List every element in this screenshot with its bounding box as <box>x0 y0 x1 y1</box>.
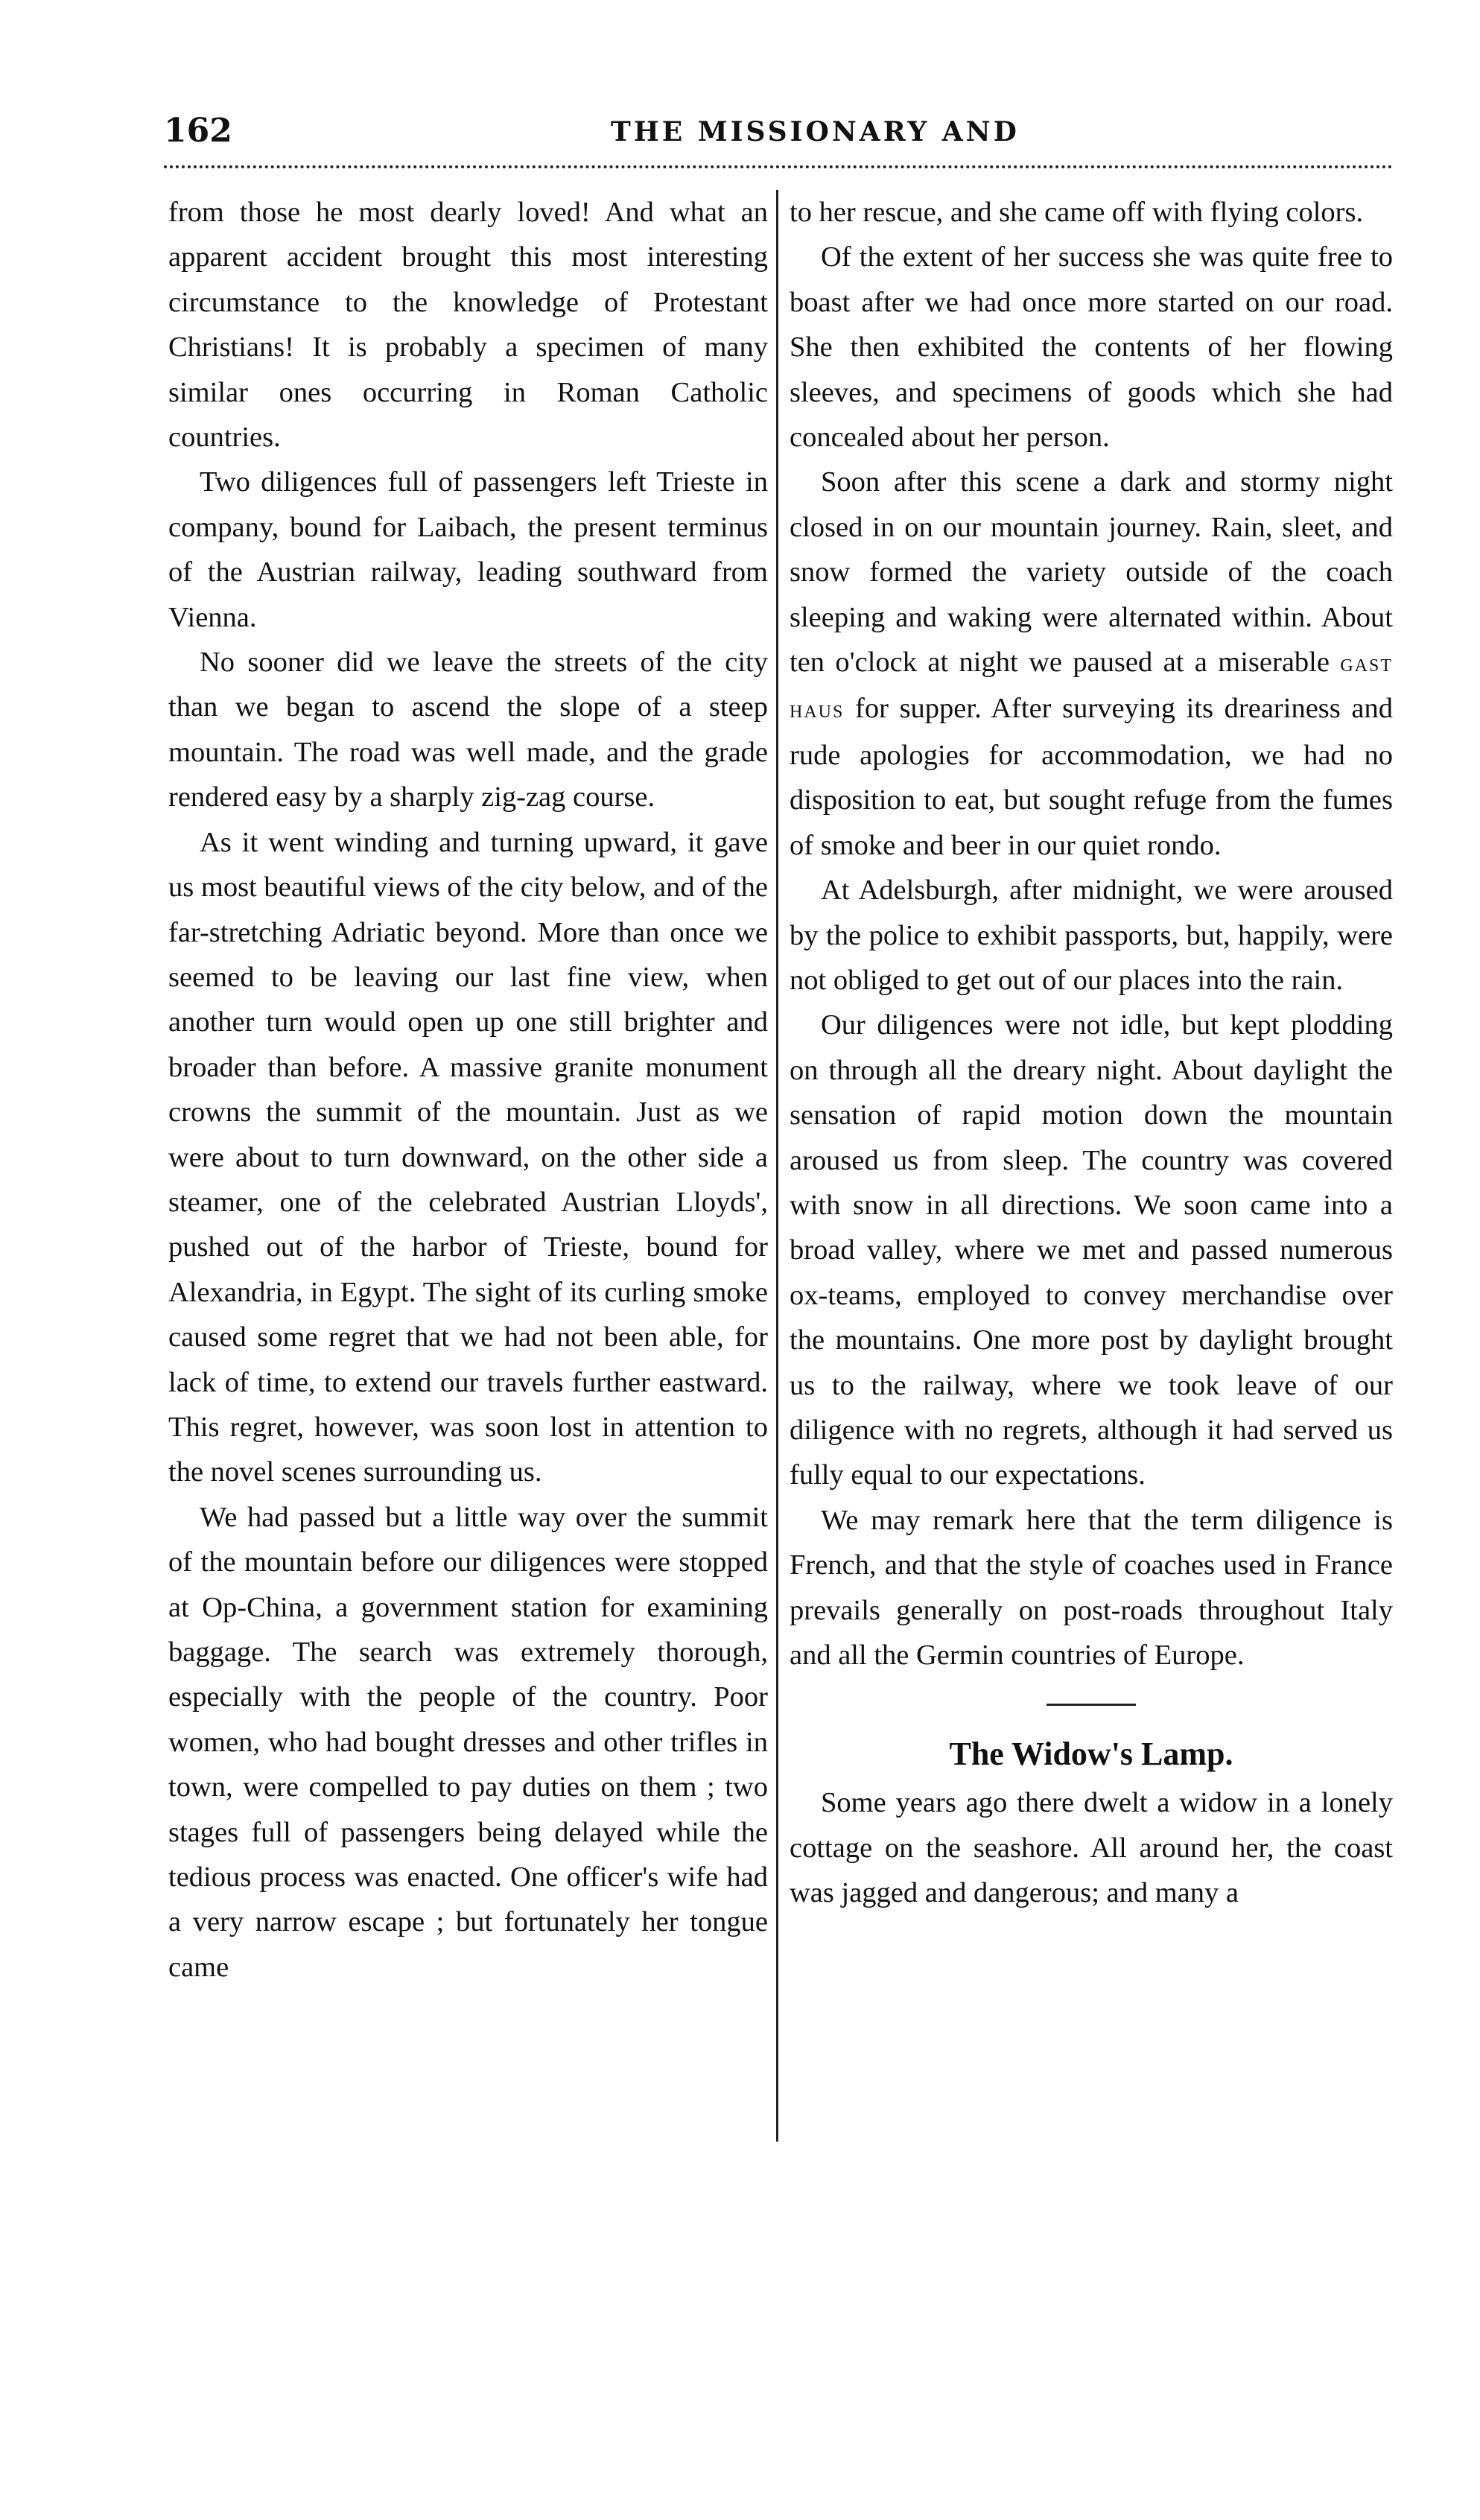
paragraph: Our diligences were not idle, but kept plodding on through all the dreary night. About daylight the sensation of rapid motion down the mountain aroused us from sleep. The country was covered with snow in all directions. We soon came into a broad valley, where we met and passed numerous ox-teams, employed to convey merchandise over the mountains. One more post by daylight brought us to the railway, where we took leave of our diligence with no regrets, although it had served us fully equal to our expectations. <box>790 1009 1393 1491</box>
paragraph: As it went winding and turning upward, it gave us most beautiful views of the city below, and of the far-stretching Adriatic beyond. More than once we seemed to be leaving our last fine view, when another turn would open up one still brighter and broader than before. A massive granite monument crowns the summit of the mountain. Just as we were about to turn downward, on the other side a steamer, one of the celebrated Austrian Lloyds', pushed out of the harbor of Trieste, bound for Alexandria, in Egypt. The sight of its curling smoke caused some regret that we had not been able, for lack of time, to extend our travels further eastward. This regret, however, was soon lost in attention to the novel scenes surrounding us. <box>168 826 768 1488</box>
page-number: 162 <box>164 112 232 150</box>
left-column <box>168 190 768 1990</box>
paragraph: Two diligences full of passengers left Trieste in company, bound for Laibach, the present terminus of the Austrian railway, leading southward from Vienna. <box>168 466 768 633</box>
paragraph: Some years ago there dwelt a widow in a lonely cottage on the seashore. All around her, the coast was jagged and dangerous; and many a <box>790 1787 1393 1909</box>
paragraph: We may remark here that the term diligence is French, and that the style of coaches used in France prevails generally on post-roads throughout Italy and all the Germin countries of Europe. <box>790 1504 1393 1671</box>
column-divider <box>776 190 778 2142</box>
paragraph: No sooner did we leave the streets of the city than we began to ascend the slope of a steep mountain. The road was well made, and the grade rendered easy by a sharply zig-zag course. <box>168 647 768 813</box>
section-divider <box>1047 1704 1136 1706</box>
header-rule <box>164 165 1393 173</box>
page-header <box>164 112 1393 164</box>
paragraph-text: Soon after this scene a dark and stormy night closed in on our mountain journey. Rain, sleet, and snow formed the variety outside of the coach sleeping and waking were alternated within. About ten o'clock at night we paused at a miserable <box>790 466 1393 679</box>
article-title: The Widow's Lamp. <box>949 1736 1233 1773</box>
paragraph-text: for supper. After surveying its dreariness and rude apologies for accommodation, we had no disposition to eat, but sought refuge from the fumes of smoke and beer in our quiet rondo. <box>790 693 1394 861</box>
paragraph: from those he most dearly loved! And what an apparent accident brought this most interesting circumstance to the knowledge of Protestant Christians! It is probably a specimen of many similar ones occurring in Roman Catholic countries. <box>168 197 768 454</box>
foreign-term: gast haus <box>790 650 1393 724</box>
right-column <box>790 190 1393 1916</box>
paragraph <box>790 460 1393 868</box>
paragraph: to her rescue, and she came off with flying colors. <box>790 197 1364 228</box>
paragraph: Of the extent of her success she was quite free to boast after we had once more started on our road. She then exhibited the contents of her flowing sleeves, and specimens of goods which she had concealed about her person. <box>790 241 1393 454</box>
paragraph: At Adelsburgh, after midnight, we were aroused by the police to exhibit passports, but, happily, were not obliged to get out of our places into the rain. <box>790 875 1393 996</box>
running-title: THE MISSIONARY AND <box>611 116 1020 147</box>
paragraph: We had passed but a little way over the summit of the mountain before our diligences were stopped at Op-China, a government station for examining baggage. The search was extremely thorough, especially with the people of the country. Poor women, who had bought dresses and other trifles in town, were compelled to pay duties on them ; two stages full of passengers being delayed while the tedious process was enacted. One officer's wife had a very narrow escape ; but fortunately her tongue came <box>168 1501 768 1983</box>
